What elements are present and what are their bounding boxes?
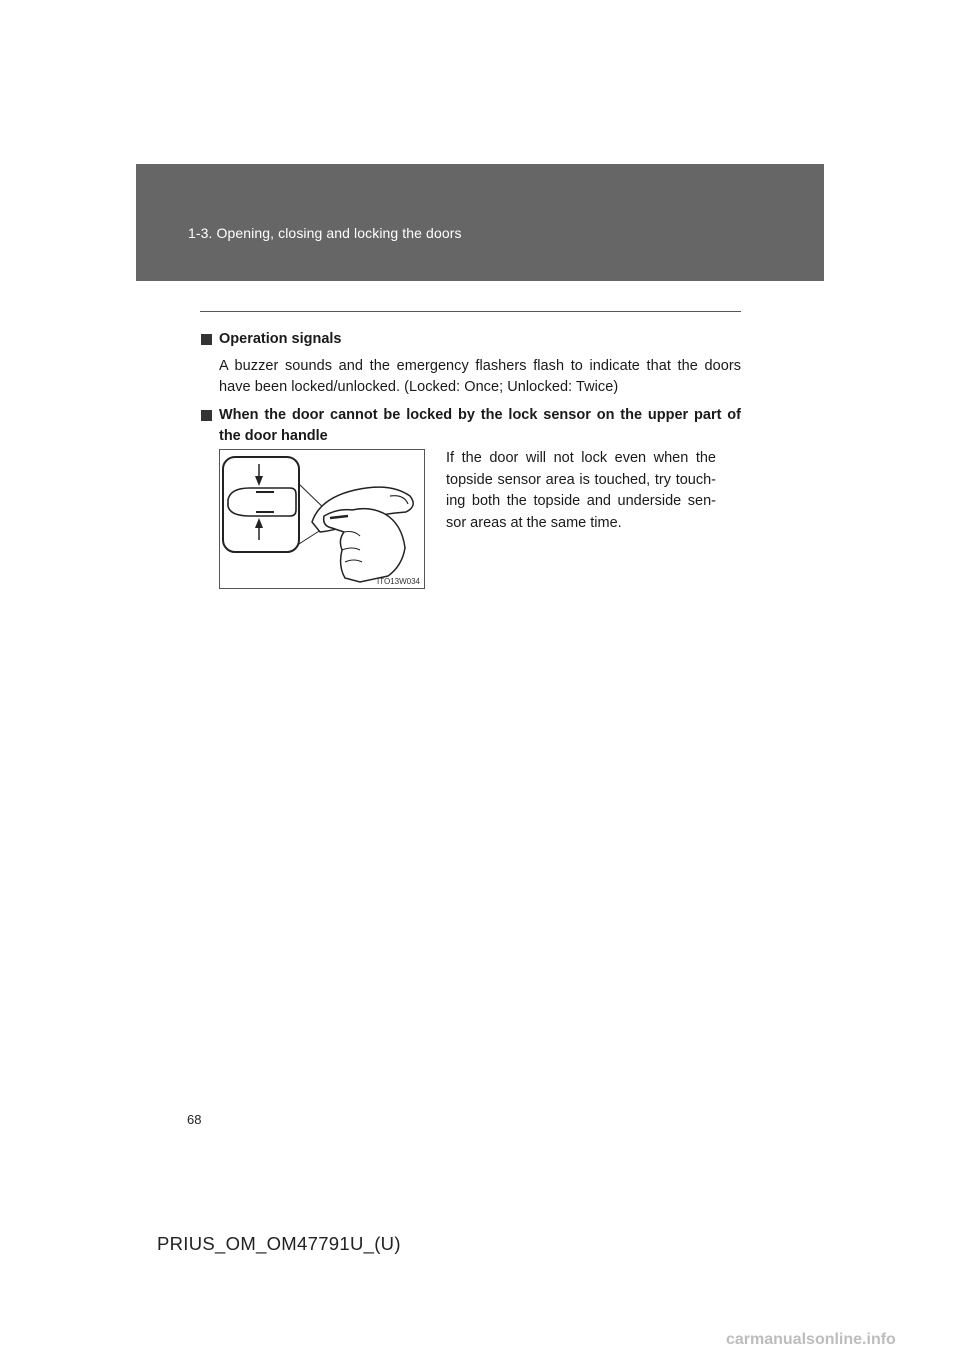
section-body: A buzzer sounds and the emergency flashers flash to indicate that the doors have been locked/unlocked. (Locked: Once; Unlocked: Twice) bbox=[219, 358, 741, 395]
section-title: 1-3. Opening, closing and locking the doors bbox=[188, 225, 462, 241]
square-bullet-icon bbox=[201, 334, 212, 345]
section-body: If the door will not lock even when the topside sensor area is touched, try touch-ing both the topside and underside sen-sor areas at the same time. bbox=[446, 450, 716, 531]
figure-code: ITO13W034 bbox=[377, 577, 420, 586]
page-header bbox=[136, 164, 824, 281]
section-lock-sensor bbox=[200, 405, 741, 447]
section-operation-signals bbox=[200, 329, 741, 398]
section-heading bbox=[200, 329, 741, 350]
top-divider bbox=[200, 311, 741, 312]
footer-code: PRIUS_OM_OM47791U_(U) bbox=[157, 1233, 401, 1254]
heading-text: Operation signals bbox=[219, 331, 342, 347]
page-content bbox=[200, 329, 741, 447]
watermark: carmanualsonline.info bbox=[726, 1331, 896, 1348]
door-handle-illustration-icon bbox=[220, 450, 424, 588]
door-handle-figure bbox=[219, 449, 425, 589]
page-number: 68 bbox=[187, 1112, 202, 1127]
heading-text: When the door cannot be locked by the lock sensor on the upper part of the door handle bbox=[219, 407, 741, 444]
square-bullet-icon bbox=[201, 410, 212, 421]
section-heading bbox=[200, 405, 741, 447]
